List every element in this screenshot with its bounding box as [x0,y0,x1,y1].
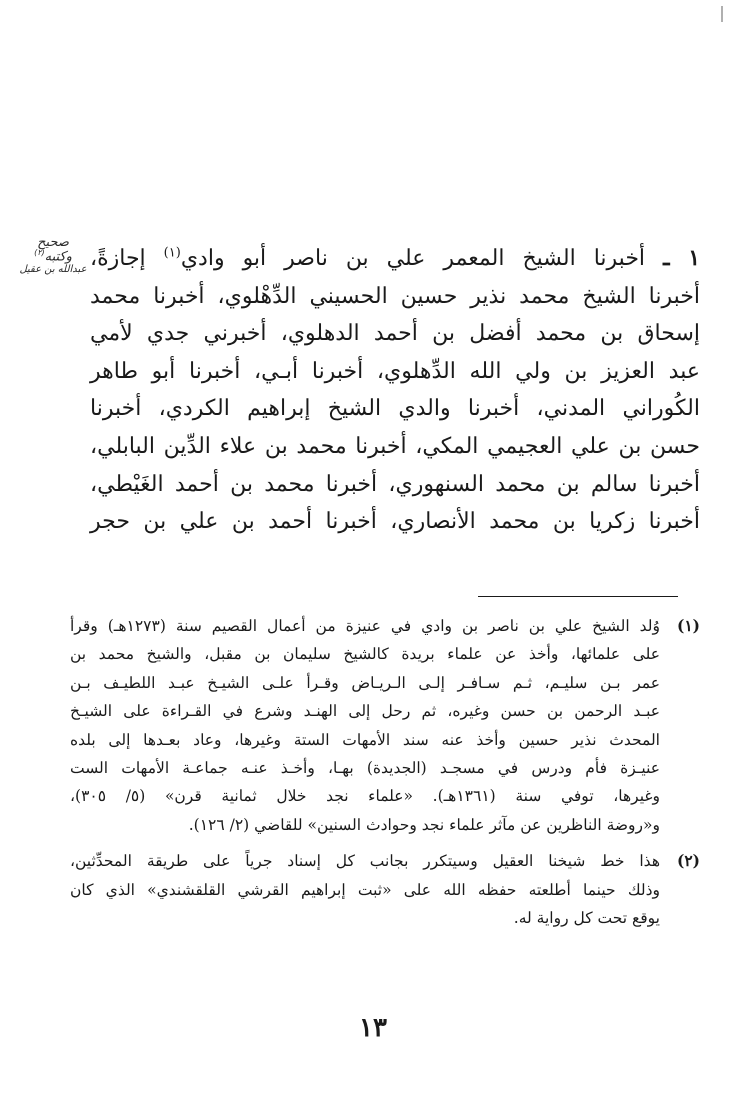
footnote-line: عنيـزة فأم ودرس في مسجـد (الجديدة) بهـا، وأخـذ عنـه جماعـة الأمهات الست [70,759,660,778]
footnote-line: على علمائها، وأخذ عن علماء بريدة كالشيخ سليمان بن مقبل، والشيخ محمد بن [70,645,660,664]
main-line-1-text: أخبرنا الشيخ المعمر علي بن ناصر أبو وادي [180,246,646,271]
footnote-separator [478,596,678,597]
footnote-line: عمر بـن سليـم، ثـم سـافـر إلـى الـريـاض وقـرأ علـى الشيـخ عبـد اللطيـف بـن [70,673,660,692]
main-line-6: حسن بن علي العجيمي المكي، أخبرنا محمد بن علاء الدِّين البابلي، [90,433,700,459]
footnote-line: يوقع تحت كل رواية له. [513,909,660,928]
main-text [90,240,700,541]
main-line-8: أخبرنا زكريا بن محمد الأنصاري، أخبرنا أحمد بن علي بن حجر [90,509,700,535]
entry-number: ١ ـ [663,245,701,271]
footnote-reference[interactable]: (١) [163,245,181,261]
footnote-line: المحدث نذير حسين وأخذ عنه سند الأمهات الستة وغيرها، وعاد بعـدها إلى بلده [70,730,660,749]
footnotes [70,612,700,932]
footnote-line: وغيرها، توفي سنة (١٣٦١هـ). «علماء نجد خلال ثمانية قرن» (٥/ ٣٠٥)، [70,787,660,806]
handwritten-note [18,236,88,275]
footnote-2 [70,847,700,932]
footnote-1 [70,612,700,839]
main-line-3: إسحاق بن محمد أفضل بن أحمد الدهلوي، أخبرني جدي لأمي [90,321,700,347]
footnote-line: هذا خط شيخنا العقيل وسيتكرر بجانب كل إسناد جرياً على طريقة المحدِّثين، [70,852,660,871]
handwritten-note-text: صحيح وكتبه [37,235,72,265]
main-line-7: أخبرنا سالم بن محمد السنهوري، أخبرنا محمد بن أحمد الغَيْطي، [90,471,700,497]
handwritten-note-marker: (٢) [34,248,45,257]
main-line-5: الكُوراني المدني، أخبرنا والدي الشيخ إبراهيم الكردي، أخبرنا [90,396,700,422]
footnote-line: عبـد الرحمن بن حسن وغيره، ثم رحل إلى الهنـد وشرع في القـراءة على الشيـخ [70,702,660,721]
footnote-number: (٢) [676,851,700,871]
footnote-line: وُلد الشيخ علي بن ناصر بن وادي في عنيزة من أعمال القصيم سنة (١٢٧٣هـ) وقرأ [70,617,660,635]
main-line-2: أخبرنا الشيخ محمد نذير حسين الحسيني الدِّهْلوي، أخبرنا محمد [90,283,700,309]
footnote-number: (١) [676,616,700,635]
page-edge-mark [721,6,723,22]
handwritten-signature: عبدالله بن عقيل [19,264,87,276]
page-number: ١٣ [359,1013,387,1043]
main-line-1 [90,240,700,278]
main-line-4: عبد العزيز بن ولي الله الدِّهلوي، أخبرنا أبـي، أخبرنا أبو طاهر [90,358,700,384]
main-line-1-suffix: إجازةً، [90,246,164,271]
footnote-line: وذلك حينما أطلعته حفظه الله على «ثبت إبراهيم القرشي القلقشندي» الذي كان [70,880,660,899]
footnote-line: و«روضة الناظرين عن مآثر علماء نجد وحوادث السنين» للقاضي (٢/ ١٢٦). [188,815,660,834]
